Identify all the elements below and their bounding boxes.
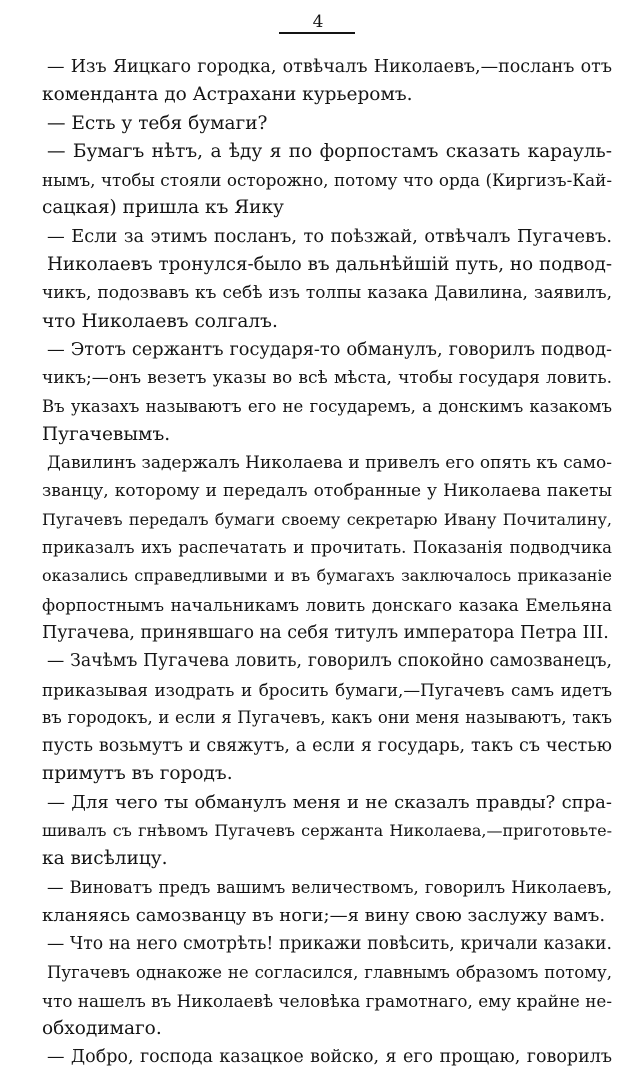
- text-line: ка висѣлицу.: [42, 848, 168, 870]
- text-line: что нашелъ въ Николаевѣ человѣка грамотнаго, ему крайне не-: [42, 990, 612, 1011]
- text-line: Пугачевъ передалъ бумаги своему секретарю Ивану Почиталину,: [42, 509, 612, 529]
- text-line: что Николаевъ солгалъ.: [42, 310, 278, 332]
- text-line: чикъ;—онъ везетъ указы во всѣ мѣста, чтобы государя ловить.: [42, 368, 612, 389]
- text-line: — Есть у тебя бумаги?: [47, 112, 268, 134]
- body-text: [42, 53, 612, 1072]
- text-line: въ городокъ, и если я Пугачевъ, какъ они меня называютъ, такъ: [42, 707, 612, 727]
- text-line: — Бумагъ нѣтъ, а ѣду я по форпостамъ сказать карауль-: [47, 140, 612, 162]
- text-line: Давилинъ задержалъ Николаева и привелъ его опять къ само-: [47, 453, 612, 474]
- text-line: — Этотъ сержантъ государя-то обманулъ, говорилъ подвод-: [47, 339, 612, 360]
- text-line: обходимаго.: [42, 1018, 162, 1040]
- page-number: 4: [312, 12, 324, 32]
- text-line: нымъ, чтобы стояли осторожно, потому что орда (Киргизъ-Кай-: [42, 170, 612, 191]
- text-line: званцу, которому и передалъ отобранные у Николаева пакеты: [42, 481, 612, 502]
- text-line: — Виноватъ предъ вашимъ величествомъ, говорилъ Николаевъ,: [47, 877, 612, 897]
- text-line: Въ указахъ называютъ его не государемъ, а донскимъ казакомъ: [42, 396, 612, 416]
- text-line: Пугачевъ однакоже не согласился, главнымъ образомъ потому,: [47, 962, 612, 982]
- text-line: пусть возьмутъ и свяжутъ, а если я государь, такъ съ честью: [42, 736, 612, 757]
- text-line: — Изъ Яицкаго городка, отвѣчалъ Николаевъ,—посланъ отъ: [47, 57, 612, 77]
- text-line: кланяясь самозванцу въ ноги;—я вину свою заслужу вамъ.: [42, 904, 606, 926]
- text-line: Пугачевымъ.: [42, 423, 171, 445]
- text-line: — Что на него смотрѣть! прикажи повѣсить, кричали казаки.: [47, 934, 612, 955]
- header-rule: [279, 32, 355, 34]
- text-line: Пугачева, принявшаго на себя титулъ императора Петра III.: [42, 622, 609, 643]
- text-line: — Если за этимъ посланъ, то поѣзжай, отвѣчалъ Пугачевъ.: [47, 226, 612, 247]
- text-line: коменданта до Астрахани курьеромъ.: [42, 84, 413, 106]
- text-line: — Зачѣмъ Пугачева ловить, говорилъ спокойно самозванецъ,: [47, 651, 612, 672]
- text-line: — Добро, господа казацкое войско, я его прощаю, говорилъ: [47, 1047, 612, 1068]
- text-line: чикъ, подозвавъ къ себѣ изъ толпы казака Давилина, заявилъ,: [42, 283, 612, 304]
- text-line: форпостнымъ начальникамъ ловить донскаго казака Емельяна: [42, 594, 612, 615]
- text-line: приказывая изодрать и бросить бумаги,—Пугачевъ самъ идетъ: [42, 679, 612, 700]
- text-line: — Для чего ты обманулъ меня и не сказалъ правды? спра-: [47, 791, 612, 813]
- text-line: приказалъ ихъ распечатать и прочитать. Показанія подводчика: [42, 538, 612, 558]
- text-line: примутъ въ городъ.: [42, 763, 233, 785]
- text-line: оказались справедливыми и въ бумагахъ заключалось приказаніе: [42, 566, 612, 586]
- text-line: сацкая) пришла къ Яику: [42, 197, 284, 219]
- text-line: Николаевъ тронулся-было въ дальнѣйшій путь, но подвод-: [47, 254, 612, 276]
- text-line: шивалъ съ гнѣвомъ Пугачевъ сержанта Николаева,—приготовьте-: [42, 821, 612, 841]
